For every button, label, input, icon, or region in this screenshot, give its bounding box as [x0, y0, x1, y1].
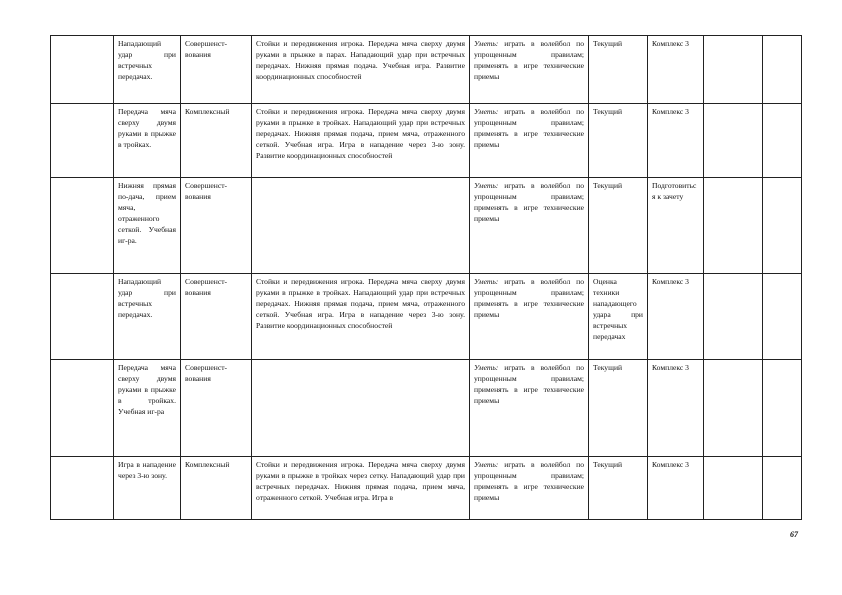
homework-cell: Комплекс 3 [648, 36, 704, 104]
skills-text: играть в волейбол по упрощенным правилам; применять в игре технические приемы [474, 460, 584, 502]
control-cell: Оценка техники нападающего удара при встречных передачах [589, 274, 648, 360]
control-cell: Текущий [589, 104, 648, 178]
date-fact-cell [763, 274, 802, 360]
lesson-type-cell: Совершенст-вования [181, 36, 252, 104]
homework-cell: Комплекс 3 [648, 274, 704, 360]
table-row [51, 457, 802, 520]
topic-cell: Нападающий удар при встречных передачах. [114, 36, 181, 104]
content-cell: Стойки и передвижения игрока. Передача мяча сверху двумя руками в прыжке в парах. Нападающий удар при встречных передачах. Нижняя прямая подача. Учебная игра. Развитие координационных способностей [252, 36, 470, 104]
control-cell: Текущий [589, 457, 648, 520]
control-cell: Текущий [589, 360, 648, 457]
row-number-cell [51, 457, 114, 520]
skills-cell [470, 457, 589, 520]
table-row [51, 36, 802, 104]
skills-cell [470, 178, 589, 274]
page-number: 67 [790, 530, 798, 539]
skills-label: Уметь: [474, 277, 499, 286]
date-plan-cell [704, 274, 763, 360]
control-cell: Текущий [589, 36, 648, 104]
topic-cell: Передача мяча сверху двумя руками в прыжке в тройках. Учебная иг-ра [114, 360, 181, 457]
skills-text: играть в волейбол по упрощенным правилам; применять в игре технические приемы [474, 107, 584, 149]
date-plan-cell [704, 104, 763, 178]
date-fact-cell [763, 457, 802, 520]
skills-label: Уметь: [474, 181, 499, 190]
homework-cell: Комплекс 3 [648, 104, 704, 178]
skills-cell [470, 104, 589, 178]
date-plan-cell [704, 360, 763, 457]
content-cell: Стойки и передвижения игрока. Передача мяча сверху двумя руками в прыжке в тройках. Нападающий удар при встречных передачах. Нижняя прямая подача, прием мяча, отраженного сеткой. Учебная игра. Игра в нападение через 3-ю зону. Развитие координационных способностей [252, 104, 470, 178]
homework-cell: Подготовиться к зачету [648, 178, 704, 274]
date-fact-cell [763, 178, 802, 274]
content-cell [252, 178, 470, 274]
topic-cell: Игра в нападение через 3-ю зону. [114, 457, 181, 520]
table-row [51, 274, 802, 360]
table-row [51, 178, 802, 274]
table-row [51, 360, 802, 457]
control-cell: Текущий [589, 178, 648, 274]
date-plan-cell [704, 178, 763, 274]
lesson-type-cell: Комплексный [181, 104, 252, 178]
skills-text: играть в волейбол по упрощенным правилам; применять в игре технические приемы [474, 363, 584, 405]
skills-label: Уметь: [474, 107, 499, 116]
skills-cell [470, 36, 589, 104]
row-number-cell [51, 104, 114, 178]
skills-label: Уметь: [474, 460, 499, 469]
skills-label: Уметь: [474, 39, 499, 48]
topic-cell: Нападающий удар при встречных передачах. [114, 274, 181, 360]
skills-text: играть в волейбол по упрощенным правилам; применять в игре технические приемы [474, 39, 584, 81]
date-fact-cell [763, 360, 802, 457]
skills-label: Уметь: [474, 363, 499, 372]
skills-cell [470, 360, 589, 457]
lesson-plan-table [50, 35, 802, 520]
row-number-cell [51, 36, 114, 104]
lesson-type-cell: Комплексный [181, 457, 252, 520]
row-number-cell [51, 178, 114, 274]
topic-cell: Передача мяча сверху двумя руками в прыжке в тройках. [114, 104, 181, 178]
content-cell: Стойки и передвижения игрока. Передача мяча сверху двумя руками в прыжке в тройках через сетку. Нападающий удар при встречных передачах. Нижняя прямая подача, прием мяча, отраженного сеткой. Учебная игра. Игра в [252, 457, 470, 520]
skills-cell [470, 274, 589, 360]
skills-text: играть в волейбол по упрощенным правилам; применять в игре технические приемы [474, 181, 584, 223]
row-number-cell [51, 274, 114, 360]
content-cell [252, 360, 470, 457]
skills-text: играть в волейбол по упрощенным правилам; применять в игре технические приемы [474, 277, 584, 319]
homework-cell: Комплекс 3 [648, 360, 704, 457]
date-plan-cell [704, 36, 763, 104]
date-fact-cell [763, 104, 802, 178]
row-number-cell [51, 360, 114, 457]
lesson-type-cell: Совершенст-вования [181, 274, 252, 360]
topic-cell: Нижняя прямая по-дача, прием мяча, отраженного сеткой. Учебная иг-ра. [114, 178, 181, 274]
date-fact-cell [763, 36, 802, 104]
homework-cell: Комплекс 3 [648, 457, 704, 520]
table-row [51, 104, 802, 178]
lesson-type-cell: Совершенст-вования [181, 178, 252, 274]
content-cell: Стойки и передвижения игрока. Передача мяча сверху двумя руками в прыжке в тройках. Нападающий удар при встречных передачах. Нижняя прямая подача, прием мяча, отраженного сеткой. Учебная игра. Игра в нападение через 3-ю зону. Развитие координационных способностей [252, 274, 470, 360]
date-plan-cell [704, 457, 763, 520]
lesson-type-cell: Совершенст-вования [181, 360, 252, 457]
